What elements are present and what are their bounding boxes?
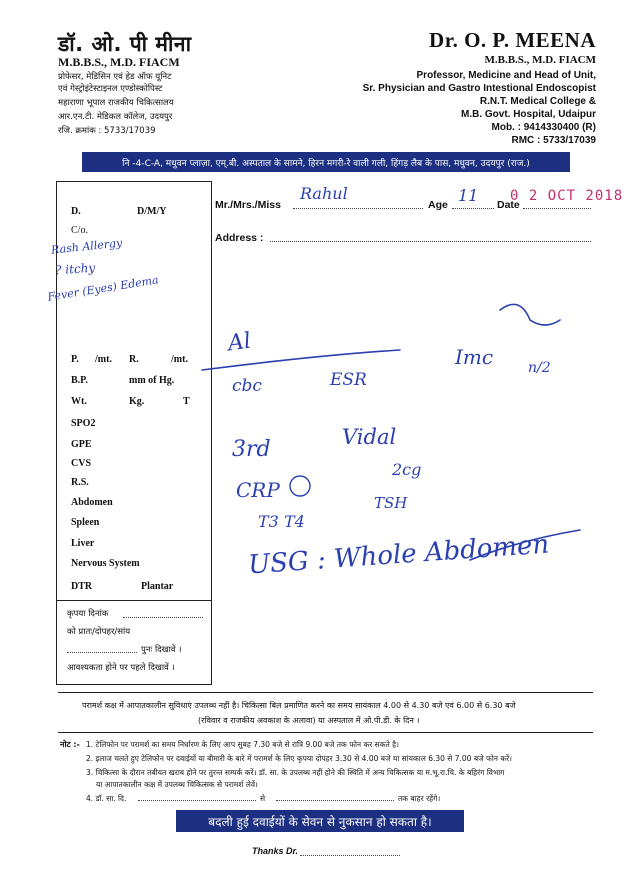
thanks-line <box>300 855 400 856</box>
age-line <box>452 208 494 209</box>
rx-note: ESR <box>330 370 367 390</box>
hospital-line: M.B. Govt. Hospital, Udaipur <box>460 109 596 120</box>
pulse-unit: /mt. <box>95 354 112 365</box>
handwritten-history: ? itchy <box>54 260 96 278</box>
note-label: नोट :- <box>60 740 80 749</box>
bp-label: B.P. <box>71 375 88 386</box>
note-item: या आपातकालीन कक्ष में उपलब्ध चिकित्सक से परामर्श लेवें। <box>96 780 258 789</box>
clinical-findings-box <box>46 181 212 685</box>
weight-unit: Kg. <box>129 396 145 407</box>
note-item: से <box>260 794 266 803</box>
note-item: 2. इलाज चलते हुए टेलिफोन पर दवाईयों या बीमारी के बारे में परामर्श के लिए कृपया दोपहर 3.30 से 4.00 बजे या सांयकाल 6.30 से 7.00 बजे फोन करें। <box>86 754 512 763</box>
date-stamp: 0 2 OCT 2018 <box>510 188 624 204</box>
name-label: Mr./Mrs./Miss <box>215 199 281 211</box>
exam-item: SPO2 <box>71 418 96 429</box>
rx-note: Vidal <box>342 425 397 449</box>
date-line <box>523 208 591 209</box>
exam-item: Liver <box>71 538 95 549</box>
age-label: Age <box>428 199 448 211</box>
resp-label: R. <box>129 354 139 365</box>
followup-blank-line <box>67 652 137 653</box>
warning-band: बदली हुई दवाईयों के सेवन से नुकसान हो सकता है। <box>176 810 464 832</box>
exam-item: Spleen <box>71 517 100 528</box>
consult-notice-2: (रविवार व राजकीय अवकाश के अलावा) या अस्पताल में ओ.पी.डी. के दिन । <box>198 716 420 725</box>
handwritten-history: Rash Allergy <box>50 236 123 257</box>
doctor-name-hindi: डॉ. ओ. पी मीना <box>58 32 192 56</box>
exam-item: Nervous System <box>71 558 140 569</box>
rx-note: USG : Whole Abdomen <box>247 529 551 581</box>
note-item: 4. डॉ. सा. दि. <box>86 794 127 803</box>
d-label: D. <box>71 206 81 217</box>
mobile-line: Mob. : 9414330400 (R) <box>491 122 596 133</box>
resp-unit: /mt. <box>171 354 188 365</box>
exam-item: R.S. <box>71 477 89 488</box>
note-item: तक बाहर रहेंगे। <box>398 794 441 803</box>
note-item: 1. टेलिफोन पर परामर्श का समय निर्धारण के लिए आप सुबह 7.30 बजे से रात्रि 9.00 बजे तक फोन कर सकते है। <box>86 740 399 749</box>
plantar-label: Plantar <box>141 581 174 592</box>
date-label: Date <box>497 199 520 211</box>
rx-note: cbc <box>232 376 262 396</box>
patient-age-handwritten: 11 <box>458 186 479 205</box>
hindi-registration-line: रजि. क्रमांक : 5733/17039 <box>58 126 156 136</box>
followup-revisit-label: पुनः दिखावें । <box>141 645 182 655</box>
name-line <box>293 208 423 209</box>
dtr-label: DTR <box>71 581 93 592</box>
rx-note: n/2 <box>528 360 551 376</box>
rx-note: Al <box>226 328 253 357</box>
hindi-designation-line: प्रोफेसर, मेडिसिन एवं हेड ऑफ यूनिट <box>58 72 172 82</box>
rx-note: Imc <box>455 345 494 369</box>
footer-notes-rule <box>58 732 593 733</box>
designation-line: Sr. Physician and Gastro Intestional Endoscopist <box>362 83 596 94</box>
followup-time-label: को प्रातः/दोपहर/सांय <box>67 627 131 637</box>
hindi-designation-line: एवं गेस्ट्रोइंटेस्टाइनल एण्डोस्कोपिस्ट <box>58 84 163 94</box>
consult-notice: परामर्श कक्ष में आपातकालीन सुविधाएं उपलब्ध नहीं है। चिकित्सा बिल प्रमाणित करने का समय सायंकाल 4.00 से 4.30 बजे एवं 6.00 से 6.30 बजे <box>82 701 516 710</box>
address-line <box>270 241 591 242</box>
hindi-college-line: आर.एन.टी. मेडिकल कॉलेज, उदयपुर <box>58 112 173 122</box>
followup-divider <box>57 600 211 601</box>
rx-note: CRP <box>236 478 280 502</box>
handwriting-strokes <box>200 300 620 600</box>
away-to-line <box>276 800 394 801</box>
temp-label: T <box>183 396 190 407</box>
bp-unit: mm of Hg. <box>129 375 175 386</box>
handwritten-history: Fever (Eyes) Edema <box>46 273 160 304</box>
rx-note: T3 T4 <box>258 512 305 531</box>
patient-name-handwritten: Rahul <box>300 184 348 203</box>
followup-early-visit: आवश्यकता होने पर पहले दिखावें । <box>67 663 175 673</box>
rx-note: 2cg <box>392 460 422 479</box>
address-label: Address : <box>215 232 264 244</box>
clinic-address-band: नि -4-C-A, मधुवन प्लाज़ा, एम्.बी. अस्पताल के सामने, हिरन मगरी-रे वाली गली, हिंगड़ लैब के पास, मधुवन, उदयपुर (राज.) <box>82 152 570 172</box>
hindi-hospital-line: महाराणा भूपाल राजकीय चिकित्सालय <box>58 98 174 108</box>
note-item: 3. चिकित्सा के दौरान तबीयत खराब होने पर तुरन्त सम्पर्क करें। डॉ. सा. के उपलब्ध नहीं होने की स्थिति में अन्य चिकित्सक या म.भू.रा.चि. के बहिरंग विभाग <box>86 768 505 777</box>
doctor-name-english: Dr. O. P. MEENA <box>429 28 596 52</box>
exam-item: CVS <box>71 458 92 469</box>
dmy-label: D/M/Y <box>137 206 167 217</box>
rx-note: TSH <box>374 494 408 512</box>
exam-item: GPE <box>71 439 92 450</box>
followup-date-line <box>123 617 203 618</box>
weight-label: Wt. <box>71 396 87 407</box>
footer-top-rule <box>58 692 593 693</box>
doctor-degrees-english: M.B.B.S., M.D. FIACM <box>484 54 596 66</box>
designation-line: Professor, Medicine and Head of Unit, <box>416 70 596 81</box>
co-label: C/o. <box>71 225 88 236</box>
pulse-label: P. <box>71 354 79 365</box>
college-line: R.N.T. Medical College & <box>479 96 596 107</box>
rx-note: 3rd <box>232 437 271 462</box>
away-from-line <box>138 800 256 801</box>
followup-date-label: कृपया दिनांक <box>67 609 109 619</box>
rmc-line: RMC : 5733/17039 <box>511 135 596 146</box>
thanks-label: Thanks Dr. <box>252 846 299 856</box>
doctor-degrees-hindi-side: M.B.B.S., M.D. FIACM <box>58 55 180 69</box>
exam-item: Abdomen <box>71 497 113 508</box>
